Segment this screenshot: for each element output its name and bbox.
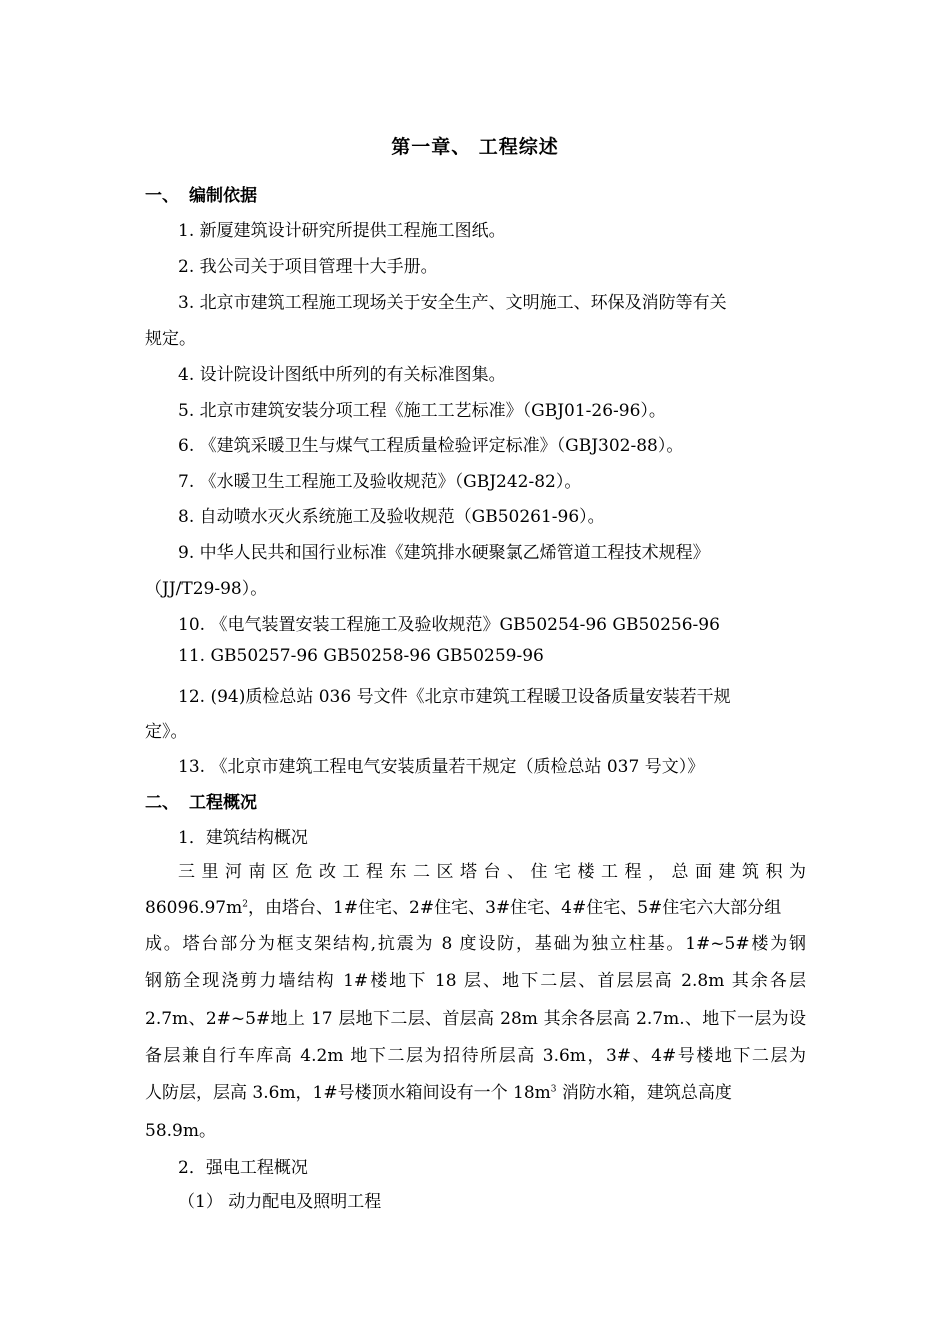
list-item: 5. 北京市建筑安装分项工程《施工工艺标准》（GBJ01-26-96）。 [178, 401, 666, 421]
section-heading-basis [145, 181, 257, 206]
list-item: 3. 北京市建筑工程施工现场关于安全生产、文明施工、环保及消防等有关 [178, 293, 727, 313]
area-value: 86096.97m [145, 898, 243, 918]
text-run: ，由塔台、1#住宅、2#住宅、3#住宅、4#住宅、5#住宅六大部分组 [247, 898, 782, 918]
paragraph-line [145, 1078, 732, 1103]
list-item: 2. 我公司关于项目管理十大手册。 [178, 257, 438, 277]
list-item: 8. 自动喷水灭火系统施工及验收规范（GB50261-96）。 [178, 507, 605, 527]
list-item: 4. 设计院设计图纸中所列的有关标准图集。 [178, 365, 506, 385]
subsection-title: 2．强电工程概况 [178, 1158, 308, 1178]
section-heading-overview [145, 788, 257, 813]
subsection-title: 1．建筑结构概况 [178, 828, 308, 848]
chapter-title: 第一章、 工程综述 [391, 136, 559, 158]
paragraph-line: 2.7m、2#~5#地上 17 层地下二层、首层高 28m 其余各层高 2.7m.、地下一层为设 [145, 1009, 806, 1029]
list-item: 12. (94)质检总站 036 号文件《北京市建筑工程暖卫设备质量安装若干规 [178, 687, 731, 707]
text-run: 消防水箱，建筑总高度 [556, 1083, 732, 1103]
text-run: 人防层，层高 3.6m，1#号楼顶水箱间设有一个 18m [145, 1083, 551, 1103]
list-item-continuation: （JJ/T29-98）。 [145, 579, 268, 599]
section-number: 二、 [145, 793, 179, 813]
section-number: 一、 [145, 186, 179, 206]
list-item-continuation: 规定。 [145, 329, 196, 349]
paragraph-line: 58.9m。 [145, 1121, 216, 1141]
paragraph-line: 成。塔台部分为框支架结构,抗震为 8 度设防，基础为独立柱基。1#~5#楼为钢 [145, 934, 806, 954]
list-item: 11. GB50257-96 GB50258-96 GB50259-96 [178, 646, 544, 666]
list-item: 7. 《水暖卫生工程施工及验收规范》（GBJ242-82）。 [178, 472, 582, 492]
subsection-item: （1） 动力配电及照明工程 [178, 1192, 382, 1212]
list-item-continuation: 定》。 [145, 722, 188, 742]
superscript: 3 [550, 1084, 557, 1095]
list-item: 9. 中华人民共和国行业标准《建筑排水硬聚氯乙烯管道工程技术规程》 [178, 543, 710, 563]
paragraph-line: 钢筋全现浇剪力墙结构 1#楼地下 18 层、地下二层、首层层高 2.8m 其余各层 [145, 971, 806, 991]
section-title: 编制依据 [189, 186, 257, 206]
paragraph-line: 三里河南区危改工程东二区塔台、住宅楼工程，总面建筑积为 [178, 862, 806, 882]
paragraph-line [145, 893, 806, 918]
section-title: 工程概况 [189, 793, 257, 813]
list-item: 1. 新厦建筑设计研究所提供工程施工图纸。 [178, 221, 506, 241]
paragraph-line: 备层兼自行车库高 4.2m 地下二层为招待所层高 3.6m，3#、4#号楼地下二层为 [145, 1046, 806, 1066]
list-item: 10. 《电气装置安装工程施工及验收规范》GB50254-96 GB50256-96 [178, 615, 720, 635]
list-item: 6. 《建筑采暖卫生与煤气工程质量检验评定标准》（GBJ302-88）。 [178, 436, 684, 456]
list-item: 13. 《北京市建筑工程电气安装质量若干规定（质检总站 037 号文）》 [178, 757, 705, 777]
superscript: 2 [242, 899, 248, 910]
